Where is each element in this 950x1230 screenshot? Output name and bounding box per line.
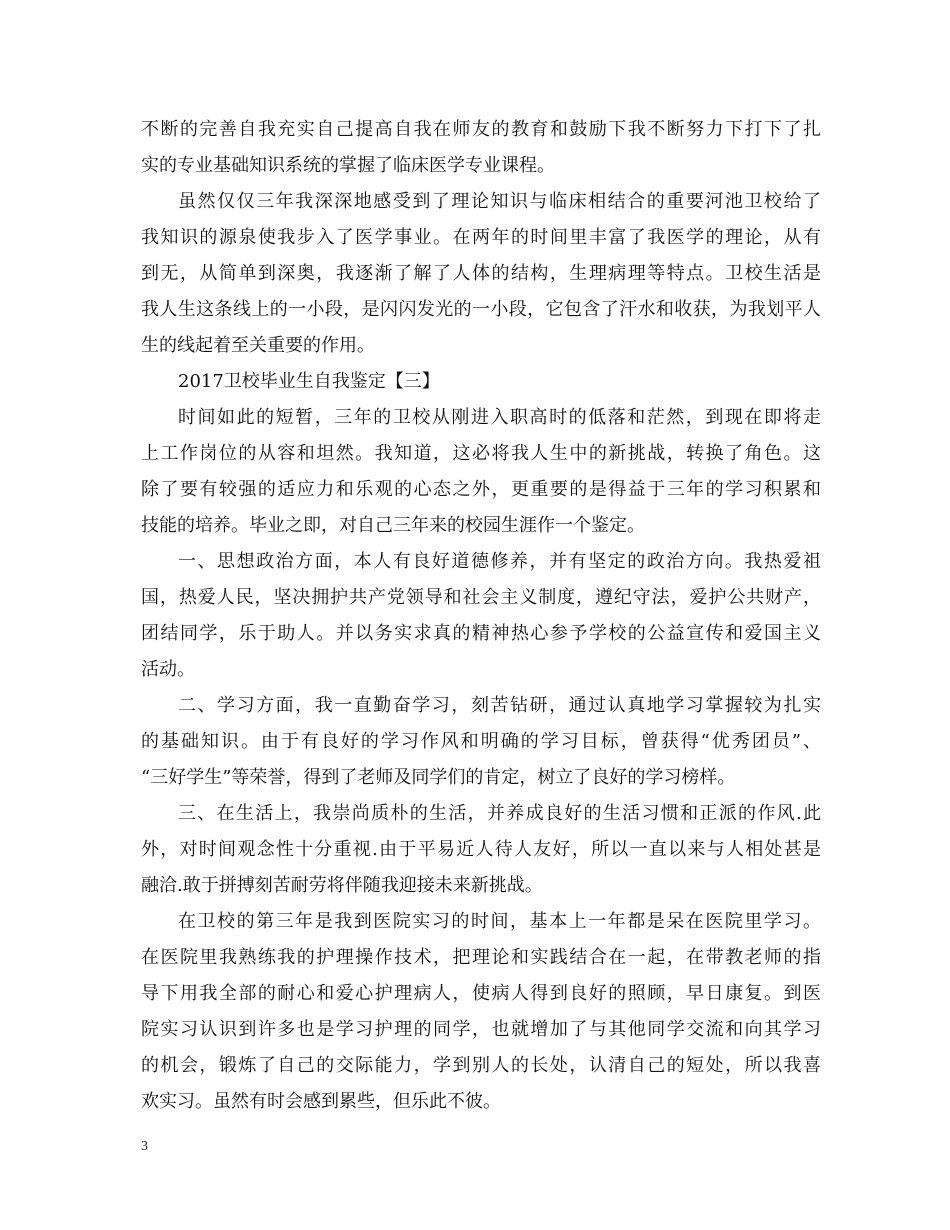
text-line: “三好学生”等荣誉，得到了老师及同学们的肯定，树立了良好的学习榜样。 <box>141 767 736 788</box>
text-line: 外，对时间观念性十分重视.由于平易近人待人友好，所以一直以来与人相处甚是 <box>141 839 821 860</box>
text-line: 的机会，锻炼了自己的交际能力，学到别人的长处，认清自己的短处，所以我喜 <box>141 1055 821 1076</box>
paragraph-first-line: 三、在生活上，我崇尚质朴的生活，并养成良好的生活习惯和正派的作风.此 <box>178 803 821 824</box>
text-line: 欢实习。虽然有时会感到累些，但乐此不彼。 <box>141 1091 501 1112</box>
text-line: 我知识的源泉使我步入了医学事业。在两年的时间里丰富了我医学的理论，从有 <box>141 227 821 248</box>
text-line: 不断的完善自我充实自己提高自我在师友的教育和鼓励下我不断努力下打下了扎 <box>141 119 821 140</box>
paragraph-first-line: 一、思想政治方面，本人有良好道德修养，并有坚定的政治方向。我热爱祖 <box>178 551 821 572</box>
paragraph-first-line: 二、学习方面，我一直勤奋学习，刻苦钻研，通过认真地学习掌握较为扎实 <box>178 695 821 716</box>
text-line: 国，热爱人民，坚决拥护共产党领导和社会主义制度，遵纪守法，爱护公共财产， <box>141 587 821 608</box>
paragraph-first-line: 虽然仅仅三年我深深地感受到了理论知识与临床相结合的重要河池卫校给了 <box>178 191 821 212</box>
text-line: 导下用我全部的耐心和爱心护理病人，使病人得到良好的照顾，早日康复。到医 <box>141 983 821 1004</box>
text-line: 我人生这条线上的一小段，是闪闪发光的一小段，它包含了汗水和收获，为我划平人 <box>141 299 821 320</box>
text-line: 院实习认识到许多也是学习护理的同学，也就增加了与其他同学交流和向其学习 <box>141 1019 821 1040</box>
text-line: 的基础知识。由于有良好的学习作风和明确的学习目标，曾获得“优秀团员”、 <box>141 731 821 752</box>
text-line: 上工作岗位的从容和坦然。我知道，这必将我人生中的新挑战，转换了角色。这 <box>141 443 821 464</box>
section-heading: 2017卫校毕业生自我鉴定【三】 <box>178 371 440 392</box>
text-line: 到无，从简单到深奥，我逐渐了解了人体的结构，生理病理等特点。卫校生活是 <box>141 263 821 284</box>
text-line: 技能的培养。毕业之即，对自己三年来的校园生涯作一个鉴定。 <box>141 515 645 536</box>
text-line: 团结同学，乐于助人。并以务实求真的精神热心参予学校的公益宣传和爱国主义 <box>141 623 821 644</box>
text-line: 生的线起着至关重要的作用。 <box>141 335 375 356</box>
page-number: 3 <box>141 1139 148 1154</box>
text-line: 在医院里我熟练我的护理操作技术，把理论和实践结合在一起，在带教老师的指 <box>141 947 821 968</box>
paragraph-first-line: 在卫校的第三年是我到医院实习的时间，基本上一年都是呆在医院里学习。 <box>178 911 821 932</box>
text-line: 融洽.敢于拼搏刻苦耐劳将伴随我迎接未来新挑战。 <box>141 875 543 896</box>
text-line: 实的专业基础知识系统的掌握了临床医学专业课程。 <box>141 155 555 176</box>
text-line: 活动。 <box>141 659 195 680</box>
paragraph-first-line: 时间如此的短暂，三年的卫校从刚进入职高时的低落和茫然，到现在即将走 <box>178 407 821 428</box>
text-line: 除了要有较强的适应力和乐观的心态之外，更重要的是得益于三年的学习积累和 <box>141 479 821 500</box>
